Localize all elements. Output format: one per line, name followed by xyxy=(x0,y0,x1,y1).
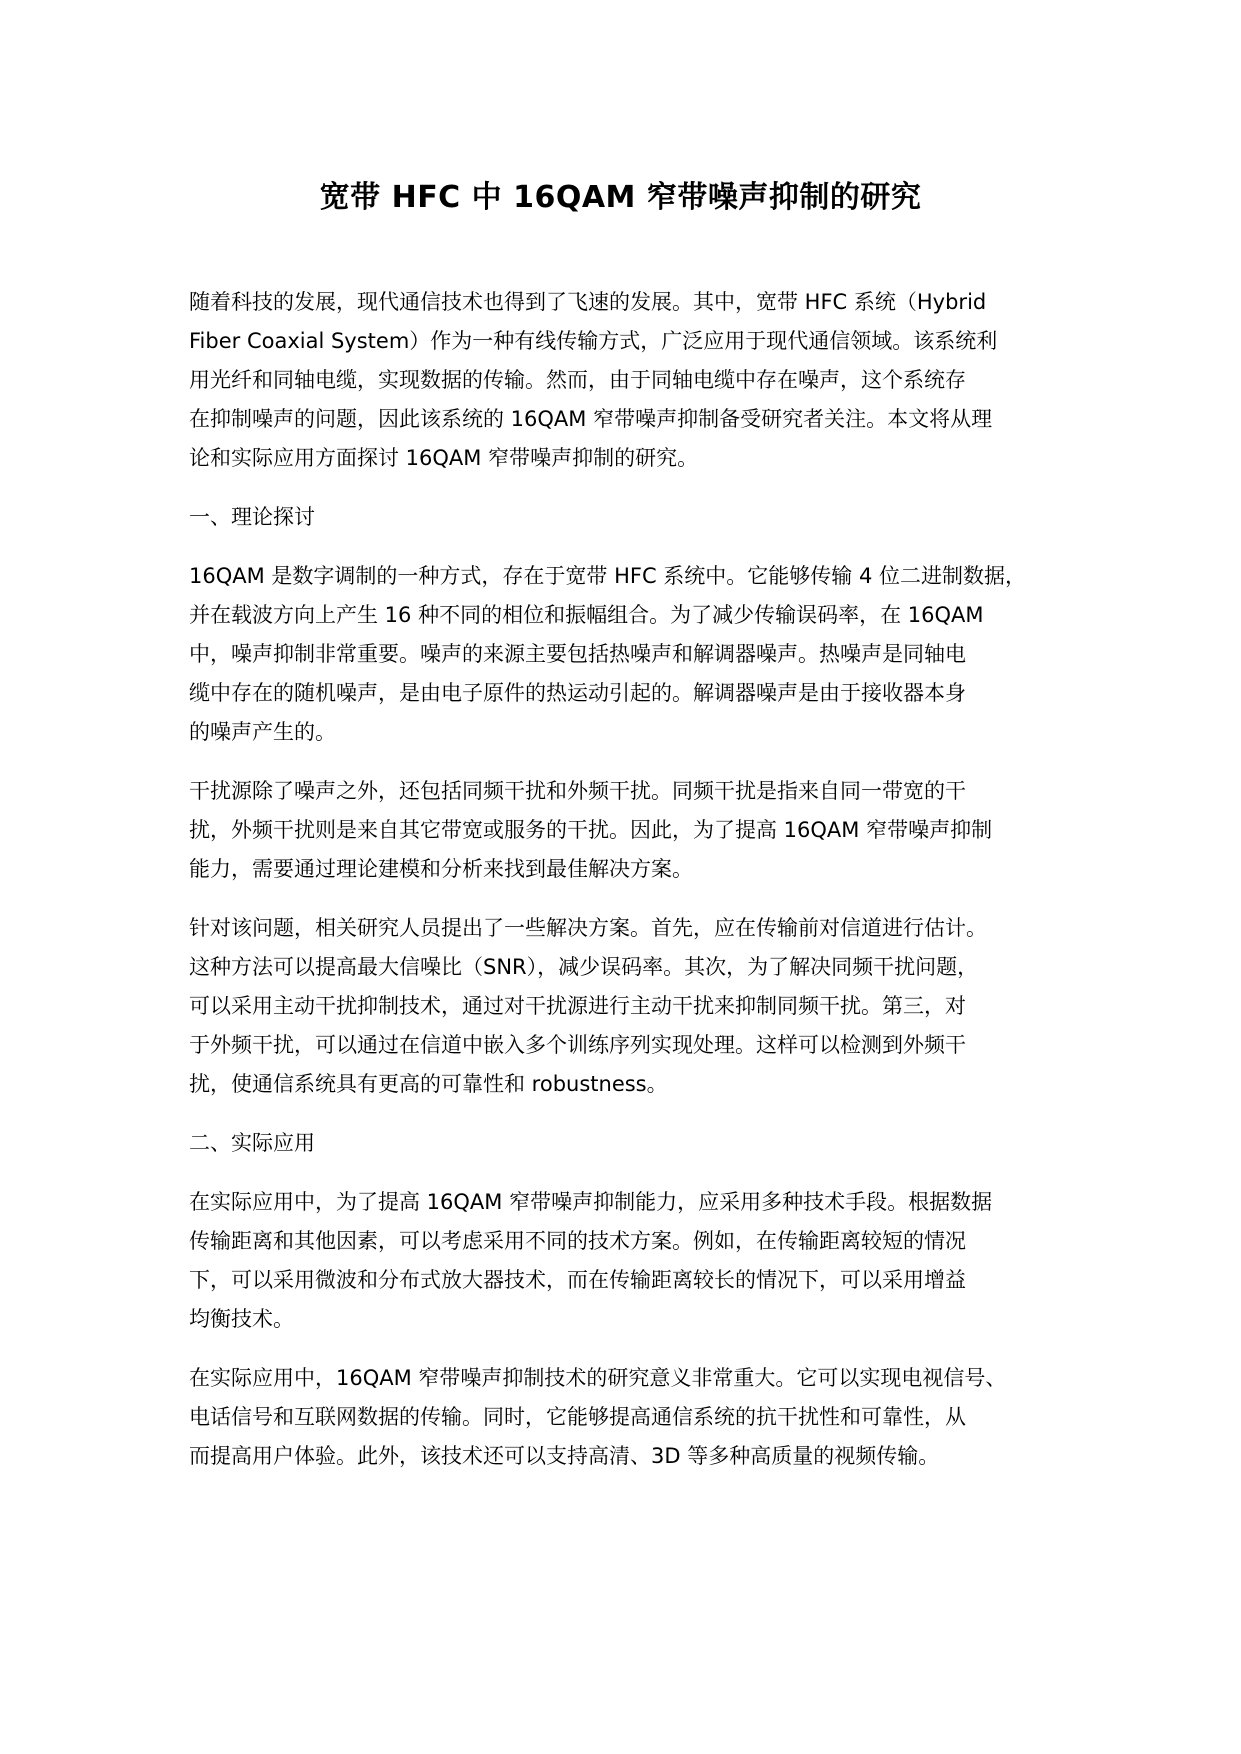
body-paragraph xyxy=(189,772,1079,889)
paragraph-line: Fiber Coaxial System）作为一种有线传输方式，广泛应用于现代通信领域。该系统利 xyxy=(189,329,998,353)
paragraph-line: 这种方法可以提高最大信噪比（SNR），减少误码率。其次，为了解决同频干扰问题， xyxy=(189,955,979,979)
body-paragraph xyxy=(189,1359,1079,1476)
body-paragraph xyxy=(189,909,1079,1104)
paragraph-line: 16QAM 是数字调制的一种方式，存在于宽带 HFC 系统中。它能够传输 4 位二进制数据， xyxy=(189,564,1027,588)
paragraph-line: 下，可以采用微波和分布式放大器技术，而在传输距离较长的情况下，可以采用增益 xyxy=(189,1268,966,1292)
paragraph-line: 用光纤和同轴电缆，实现数据的传输。然而，由于同轴电缆中存在噪声，这个系统存 xyxy=(189,368,966,392)
paragraph-line: 能力，需要通过理论建模和分析来找到最佳解决方案。 xyxy=(189,857,693,881)
body-paragraph xyxy=(189,557,1079,752)
paragraph-line: 缆中存在的随机噪声，是由电子原件的热运动引起的。解调器噪声是由于接收器本身 xyxy=(189,681,966,705)
paragraph-line: 在实际应用中，16QAM 窄带噪声抑制技术的研究意义非常重大。它可以实现电视信号、 xyxy=(189,1366,1007,1390)
paragraph-line: 可以采用主动干扰抑制技术，通过对干扰源进行主动干扰来抑制同频干扰。第三，对 xyxy=(189,994,966,1018)
body-paragraph xyxy=(189,1183,1079,1339)
document-title: 宽带 HFC 中 16QAM 窄带噪声抑制的研究 xyxy=(319,180,922,215)
paragraph-line: 扰，外频干扰则是来自其它带宽或服务的干扰。因此，为了提高 16QAM 窄带噪声抑制 xyxy=(189,818,993,842)
paragraph-line: 随着科技的发展，现代通信技术也得到了飞速的发展。其中，宽带 HFC 系统（Hybrid xyxy=(189,290,987,314)
paragraph-line: 干扰源除了噪声之外，还包括同频干扰和外频干扰。同频干扰是指来自同一带宽的干 xyxy=(189,779,966,803)
document-body xyxy=(189,283,1079,1496)
paragraph-line: 电话信号和互联网数据的传输。同时，它能够提高通信系统的抗干扰性和可靠性，从 xyxy=(189,1405,966,1429)
section-heading: 二、实际应用 xyxy=(189,1131,315,1155)
paragraph-line: 在实际应用中，为了提高 16QAM 窄带噪声抑制能力，应采用多种技术手段。根据数据 xyxy=(189,1190,993,1214)
paragraph-line: 而提高用户体验。此外，该技术还可以支持高清、3D 等多种高质量的视频传输。 xyxy=(189,1444,940,1468)
body-paragraph xyxy=(189,283,1079,478)
paragraph-line: 在抑制噪声的问题，因此该系统的 16QAM 窄带噪声抑制备受研究者关注。本文将从理 xyxy=(189,407,993,431)
section-heading: 一、理论探讨 xyxy=(189,505,315,529)
paragraph-line: 针对该问题，相关研究人员提出了一些解决方案。首先，应在传输前对信道进行估计。 xyxy=(189,916,987,940)
paragraph-line: 传输距离和其他因素，可以考虑采用不同的技术方案。例如，在传输距离较短的情况 xyxy=(189,1229,966,1253)
paragraph-line: 于外频干扰，可以通过在信道中嵌入多个训练序列实现处理。这样可以检测到外频干 xyxy=(189,1033,966,1057)
paragraph-line: 均衡技术。 xyxy=(189,1307,294,1331)
paragraph-line: 中，噪声抑制非常重要。噪声的来源主要包括热噪声和解调器噪声。热噪声是同轴电 xyxy=(189,642,966,666)
paragraph-line: 扰，使通信系统具有更高的可靠性和 robustness。 xyxy=(189,1072,668,1096)
paragraph-line: 并在载波方向上产生 16 种不同的相位和振幅组合。为了减少传输误码率，在 16QAM xyxy=(189,603,984,627)
paragraph-line: 的噪声产生的。 xyxy=(189,720,336,744)
paragraph-line: 论和实际应用方面探讨 16QAM 窄带噪声抑制的研究。 xyxy=(189,446,699,470)
